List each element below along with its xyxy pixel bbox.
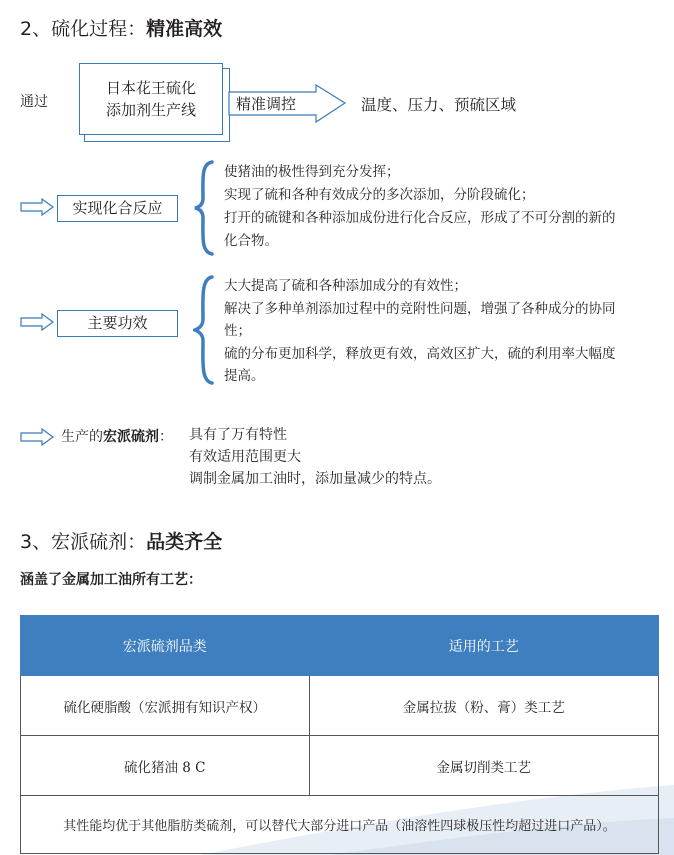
precise-control-label: 精准调控 [236, 95, 297, 113]
product-table [20, 615, 659, 854]
reaction-label: 实现化合反应 [57, 195, 178, 222]
section2-title-number: 2、硫化过程： [20, 18, 147, 40]
effect-brace-icon [193, 275, 215, 385]
section3-title-bold: 品类齐全 [146, 531, 223, 553]
table-cell: 硫化硬脂酸（宏派拥有知识产权） [21, 676, 310, 736]
reaction-lines [224, 161, 616, 253]
through-label: 通过 [20, 94, 48, 110]
table-row [21, 676, 659, 736]
effect-line-4: 硫的分布更加科学，释放更有效，高效区扩大，硫的利用率大幅度 [224, 345, 616, 362]
product-line-3: 调制金属加工油时，添加量减少的特点。 [189, 471, 441, 487]
reaction-line-1: 使猪油的极性得到充分发挥； [224, 164, 400, 180]
reaction-line-2: 实现了硫和各种有效成分的多次添加，分阶段硫化； [224, 187, 535, 203]
effect-lines [224, 275, 616, 388]
production-line-box [79, 63, 223, 135]
product-line-1: 具有了万有特性 [189, 427, 287, 443]
table-cell: 金属切削类工艺 [309, 736, 658, 796]
section3-title-number: 3、宏派硫剂： [20, 531, 147, 553]
section2-title [20, 14, 222, 41]
product-heading [61, 426, 173, 446]
effect-line-5: 提高。 [224, 368, 265, 384]
production-line-text-2: 添加剂生产线 [105, 101, 196, 119]
table-footer-row [21, 796, 659, 854]
table-footer: 其性能均优于其他脂肪类硫剂，可以替代大部分进口产品（油溶性四球极压性均超过进口产品）。 [21, 796, 659, 854]
section3-subtitle: 涵盖了金属加工油所有工艺： [20, 572, 202, 588]
control-result: 温度、压力、预硫区域 [361, 96, 517, 114]
table-cell: 金属拉拔（粉、膏）类工艺 [309, 676, 658, 736]
product-line-2: 有效适用范围更大 [189, 449, 301, 465]
table-cell: 硫化猪油 8 C [21, 736, 310, 796]
reaction-brace-icon [193, 160, 215, 256]
product-arrow-icon [20, 428, 54, 446]
product-name: 宏派硫剂 [103, 429, 159, 445]
effect-line-1: 大大提高了硫和各种添加成分的有效性； [224, 278, 467, 294]
table-header-row [21, 616, 659, 676]
table-header: 适用的工艺 [309, 616, 658, 676]
effect-arrow-icon [20, 313, 54, 331]
product-prefix: 生产的 [61, 429, 103, 445]
reaction-line-4: 化合物。 [224, 233, 278, 249]
reaction-line-3: 打开的硫键和各种添加成份进行化合反应，形成了不可分割的新的 [224, 210, 616, 226]
product-colon: ： [159, 429, 173, 445]
effect-line-3: 性； [224, 323, 251, 339]
table-header: 宏派硫剂品类 [21, 616, 310, 676]
reaction-arrow-icon [20, 198, 54, 216]
effect-label: 主要功效 [57, 310, 178, 337]
effect-line-2: 解决了多种单剂添加过程中的竞附性问题，增强了各种成分的协同 [224, 300, 616, 317]
production-line-text-1: 日本花王硫化 [105, 79, 196, 97]
section3-title [20, 527, 222, 554]
section2-title-bold: 精准高效 [146, 18, 223, 40]
table-row [21, 736, 659, 796]
product-lines [189, 424, 441, 490]
